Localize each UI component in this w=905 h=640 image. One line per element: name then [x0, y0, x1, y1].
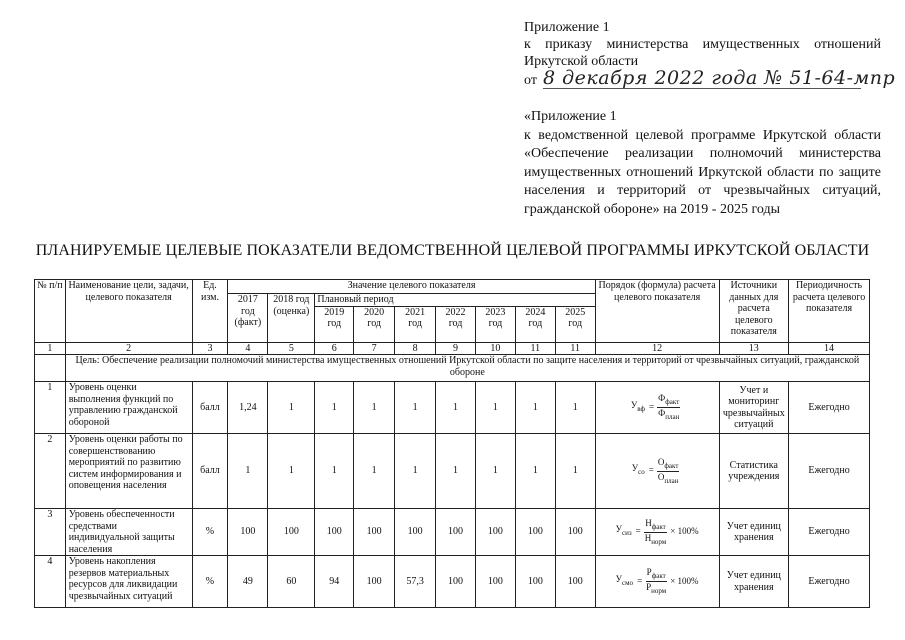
value-2024: 100	[515, 509, 555, 556]
th-formula: Порядок (формула) расчета целевого показателя	[595, 280, 719, 343]
annex-1-title: Приложение 1	[524, 20, 610, 35]
table-row	[35, 509, 870, 556]
annex-2-header	[524, 108, 881, 220]
unit-cell: балл	[192, 434, 228, 509]
formula-cell	[595, 509, 719, 556]
sources-cell: Учет единиц хранения	[719, 509, 789, 556]
table-row	[35, 382, 870, 434]
col-number: 8	[395, 342, 436, 355]
document-title: ПЛАНИРУЕМЫЕ ЦЕЛЕВЫЕ ПОКАЗАТЕЛИ ВЕДОМСТВЕННОЙ ЦЕЛЕВОЙ ПРОГРАММЫ ИРКУТСКОЙ ОБЛАСТИ	[35, 242, 870, 259]
annex-1-region-line: Иркутской области	[524, 54, 639, 69]
value-2017: 1,24	[228, 382, 268, 434]
col-number: 5	[268, 342, 315, 355]
value-2023: 1	[475, 382, 515, 434]
value-2024: 1	[515, 434, 555, 509]
table-row	[35, 434, 870, 509]
value-2018: 1	[268, 382, 315, 434]
value-2022: 1	[436, 434, 476, 509]
formula: $У_{со}$ = $О_{факт}$ $О_{план}$	[631, 456, 679, 485]
value-2022: 100	[436, 509, 476, 556]
th-2022: 2022 год	[436, 306, 476, 342]
col-number: 2	[65, 342, 192, 355]
col-number: 7	[354, 342, 395, 355]
th-2017: 2017 год (факт)	[228, 294, 268, 343]
value-2022: 100	[436, 556, 476, 608]
th-2020: 2020 год	[354, 306, 395, 342]
unit-cell: балл	[192, 382, 228, 434]
handwritten-date-number: 8 декабря 2022 года № 51-64-мпр	[543, 67, 896, 89]
indicator-name: Уровень накопления резервов материальных ресурсов для ликвидации чрезвычайных ситуаций	[65, 556, 192, 608]
annex-1-header	[524, 19, 881, 70]
periodicity-cell: Ежегодно	[789, 434, 870, 509]
annex-2-body: к ведомственной целевой программе Иркутской области «Обеспечение реализации полномочий министерства имущественных отношений Иркутской области по защите населения и территорий от чрезвычайных ситуаций, гражданской обороне» на 2019 - 2025 годы	[524, 127, 881, 217]
formula: $У_{вф}$ = $Ф_{факт}$ $Ф_{план}$	[630, 393, 680, 421]
th-num: № п/п	[35, 280, 66, 343]
formula: $У_{сиз}$ = $Н_{факт}$ $Н_{норм}$ × 100%	[615, 517, 699, 546]
goal-row	[35, 355, 870, 382]
indicator-name: Уровень обеспеченности средствами индивидуальной защиты населения	[65, 509, 192, 556]
formula-cell	[595, 556, 719, 608]
row-num: 4	[35, 556, 66, 608]
value-2019: 1	[315, 434, 354, 509]
unit-cell: %	[192, 509, 228, 556]
sources-cell: Статистика учреждения	[719, 434, 789, 509]
value-2021: 57,3	[395, 556, 436, 608]
value-2023: 1	[475, 434, 515, 509]
col-number: 9	[436, 342, 476, 355]
th-unit: Ед. изм.	[192, 280, 228, 343]
value-2018: 60	[268, 556, 315, 608]
column-number-row	[35, 342, 870, 355]
col-number: 10	[475, 342, 515, 355]
value-2018: 1	[268, 434, 315, 509]
annex-1-order-line: к приказу министерства имущественных отношений	[524, 37, 881, 52]
value-2019: 1	[315, 382, 354, 434]
periodicity-cell: Ежегодно	[789, 382, 870, 434]
formula-cell	[595, 382, 719, 434]
value-2021: 100	[395, 509, 436, 556]
col-number: 14	[789, 342, 870, 355]
value-2023: 100	[475, 509, 515, 556]
value-2025: 1	[555, 434, 595, 509]
col-number: 13	[719, 342, 789, 355]
annex-2-title: «Приложение 1	[524, 109, 617, 124]
value-2021: 1	[395, 382, 436, 434]
value-2023: 100	[475, 556, 515, 608]
col-number: 1	[35, 342, 66, 355]
value-2019: 100	[315, 509, 354, 556]
th-2023: 2023 год	[475, 306, 515, 342]
th-2024: 2024 год	[515, 306, 555, 342]
th-2025: 2025 год	[555, 306, 595, 342]
value-2020: 100	[354, 509, 395, 556]
value-2017: 100	[228, 509, 268, 556]
row-num: 2	[35, 434, 66, 509]
formula: $У_{смо}$ = $Р_{факт}$ $Р_{норм}$ × 100%	[615, 567, 699, 595]
value-2020: 1	[354, 434, 395, 509]
col-number: 4	[228, 342, 268, 355]
signature-line	[524, 67, 896, 93]
row-num: 3	[35, 509, 66, 556]
value-2017: 1	[228, 434, 268, 509]
indicator-name: Уровень оценки выполнения функций по управлению гражданской обороной	[65, 382, 192, 434]
value-2020: 100	[354, 556, 395, 608]
value-2018: 100	[268, 509, 315, 556]
sources-cell: Учет и мониторинг чрезвычайных ситуаций	[719, 382, 789, 434]
value-2025: 100	[555, 509, 595, 556]
value-2020: 1	[354, 382, 395, 434]
th-sources: Источники данных для расчета целевого показателя	[719, 280, 789, 343]
unit-cell: %	[192, 556, 228, 608]
col-number: 3	[192, 342, 228, 355]
formula-cell	[595, 434, 719, 509]
col-number: 11	[555, 342, 595, 355]
th-value-group: Значение целевого показателя	[228, 280, 595, 294]
periodicity-cell: Ежегодно	[789, 556, 870, 608]
row-num: 1	[35, 382, 66, 434]
th-2019: 2019 год	[315, 306, 354, 342]
th-planned-period: Плановый период	[315, 294, 595, 307]
value-2019: 94	[315, 556, 354, 608]
sources-cell: Учет единиц хранения	[719, 556, 789, 608]
th-2021: 2021 год	[395, 306, 436, 342]
value-2021: 1	[395, 434, 436, 509]
col-number: 11	[515, 342, 555, 355]
th-2018: 2018 год (оценка)	[268, 294, 315, 343]
value-2022: 1	[436, 382, 476, 434]
header-row-1	[35, 280, 870, 294]
date-prefix: от	[524, 73, 537, 88]
col-number: 12	[595, 342, 719, 355]
value-2025: 1	[555, 382, 595, 434]
indicator-name: Уровень оценки работы по совершенствованию мероприятий по развитию систем информирования и оповещения населения	[65, 434, 192, 509]
value-2025: 100	[555, 556, 595, 608]
value-2024: 100	[515, 556, 555, 608]
value-2024: 1	[515, 382, 555, 434]
col-number: 6	[315, 342, 354, 355]
target-indicators-table	[34, 279, 870, 608]
th-name: Наименование цели, задачи, целевого показателя	[65, 280, 192, 343]
goal-text: Цель: Обеспечение реализации полномочий министерства имущественных отношений Иркутской области по защите населения и территорий от чрезвычайных ситуаций, гражданской обороне	[65, 355, 869, 382]
value-2017: 49	[228, 556, 268, 608]
periodicity-cell: Ежегодно	[789, 509, 870, 556]
th-periodicity: Периодичность расчета целевого показателя	[789, 280, 870, 343]
table-row	[35, 556, 870, 608]
